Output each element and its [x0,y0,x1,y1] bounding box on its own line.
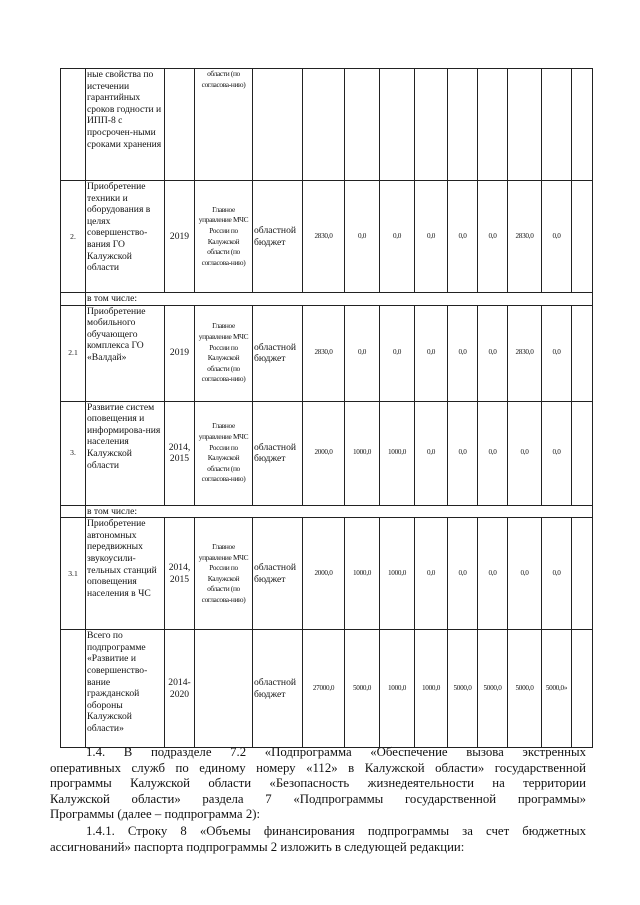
years-cell: 2014, 2015 [165,401,195,505]
amount-cell [415,69,448,181]
row-number-cell: 3.1 [61,518,86,630]
funding-source-cell: областной бюджет [253,630,303,748]
budget-table [60,68,593,748]
amount-cell: 2830,0 [508,305,542,401]
table-row [61,305,593,401]
table-row [61,630,593,748]
paragraph-1-4 [50,745,586,823]
amount-cell: 1000,0 [345,518,380,630]
funding-source-cell: областной бюджет [253,181,303,293]
amount-cell: 0,0 [508,401,542,505]
amount-cell: 1000,0 [380,630,415,748]
funding-source-cell [253,69,303,181]
row-number-cell: 2.1 [61,305,86,401]
amount-cell: 0,0 [415,181,448,293]
measure-name-cell: Приобретение мобильного обучающего комплекса ГО «Валдай» [86,305,165,401]
amount-cell: 0,0 [448,518,478,630]
amount-cell: 0,0 [380,305,415,401]
table-row [61,69,593,181]
row-number-cell [61,630,86,748]
amount-cell: 5000,0 [478,630,508,748]
amount-cell: 0,0 [542,518,572,630]
amount-cell [572,401,593,505]
amount-cell [572,305,593,401]
amount-cell: 0,0 [448,305,478,401]
amount-cell [572,69,593,181]
amount-cell: 0,0 [508,518,542,630]
amount-cell [345,69,380,181]
amount-cell: 27000,0 [303,630,345,748]
amount-cell [508,69,542,181]
funding-source-cell: областной бюджет [253,518,303,630]
funding-source-cell: областной бюджет [253,401,303,505]
amount-cell: 1000,0 [415,630,448,748]
measure-name-cell: Приобретение техники и оборудования в целях совершенство-вания ГО Калужской области [86,181,165,293]
amount-cell: 0,0 [542,181,572,293]
amount-cell: 0,0 [542,305,572,401]
years-cell: 2014-2020 [165,630,195,748]
amount-cell: 0,0 [478,401,508,505]
paragraph-line: Программы (далее – подпрограмма 2): [50,807,261,822]
amount-cell: 5000,0 [448,630,478,748]
row-number-cell: 2. [61,181,86,293]
amount-cell: 0,0 [345,305,380,401]
amount-cell: 0,0 [345,181,380,293]
amount-cell: 0,0 [478,181,508,293]
executor-cell: области (по согласова-нию) [195,69,253,181]
amount-cell: 0,0 [542,401,572,505]
amount-cell [542,69,572,181]
amount-cell: 5000,0» [542,630,572,748]
table-subheader-row [61,505,593,518]
executor-cell: Главное управление МЧС России по Калужской области (по согласова-нию) [195,401,253,505]
years-cell: 2019 [165,181,195,293]
table-row [61,181,593,293]
paragraph-1-4-1 [50,824,586,855]
funding-source-cell: областной бюджет [253,305,303,401]
table-row [61,401,593,505]
row-number-cell [61,505,86,518]
executor-cell [195,630,253,748]
measure-name-cell: Развитие систем оповещения и информирова-ния населения Калужской области [86,401,165,505]
amount-cell [478,69,508,181]
amount-cell [572,518,593,630]
amount-cell: 0,0 [415,518,448,630]
amount-cell [448,69,478,181]
amount-cell: 1000,0 [380,518,415,630]
measure-name-cell: Всего по подпрограмме «Развитие и совершенство-вание гражданской обороны Калужской области» [86,630,165,748]
amount-cell: 2830,0 [508,181,542,293]
amount-cell [303,69,345,181]
amount-cell: 0,0 [415,305,448,401]
paragraph-line: Калужской области» раздела 7 «Подпрограммы государственной программы» [50,791,586,806]
paragraph-line: оперативных служб по единому номеру «112» в Калужской области» государственной [50,760,586,775]
row-number-cell: 3. [61,401,86,505]
paragraph-line: ассигнований» паспорта подпрограммы 2 изложить в следующей редакции: [50,839,465,854]
budget-table-body [61,69,593,748]
executor-cell: Главное управление МЧС России по Калужской области (по согласова-нию) [195,518,253,630]
amount-cell: 2000,0 [303,518,345,630]
amount-cell: 0,0 [380,181,415,293]
amount-cell: 5000,0 [345,630,380,748]
amount-cell: 0,0 [448,401,478,505]
amount-cell: 0,0 [448,181,478,293]
amount-cell: 0,0 [478,305,508,401]
amount-cell: 5000,0 [508,630,542,748]
amount-cell: 1000,0 [380,401,415,505]
amount-cell [572,630,593,748]
row-number-cell [61,293,86,306]
years-cell: 2014, 2015 [165,518,195,630]
years-cell: 2019 [165,305,195,401]
years-cell [165,69,195,181]
executor-cell: Главное управление МЧС России по Калужской области (по согласова-нию) [195,181,253,293]
amount-cell [572,181,593,293]
paragraph-line: 1.4.1. Строку 8 «Объемы финансирования подпрограммы за счет бюджетных [86,824,586,838]
table-row [61,518,593,630]
amount-cell: 2000,0 [303,401,345,505]
paragraph-line: 1.4. В подразделе 7.2 «Подпрограмма «Обеспечение вызова экстренных [86,745,586,759]
amount-cell [380,69,415,181]
row-number-cell [61,69,86,181]
subheader-cell: в том числе: [86,505,593,518]
amount-cell: 2830,0 [303,181,345,293]
amount-cell: 0,0 [478,518,508,630]
measure-name-cell: Приобретение автономных передвижных звукоусили-тельных станций оповещения населения в ЧС [86,518,165,630]
paragraph-line: программы Калужской области «Безопасность жизнедеятельности на территории [50,776,586,791]
measure-name-cell: ные свойства по истечении гарантийных сроков годности и ИПП-8 с просрочен-ными сроками хранения [86,69,165,181]
table-subheader-row [61,293,593,306]
amount-cell: 1000,0 [345,401,380,505]
subheader-cell: в том числе: [86,293,593,306]
amount-cell: 0,0 [415,401,448,505]
amount-cell: 2830,0 [303,305,345,401]
executor-cell: Главное управление МЧС России по Калужской области (по согласова-нию) [195,305,253,401]
